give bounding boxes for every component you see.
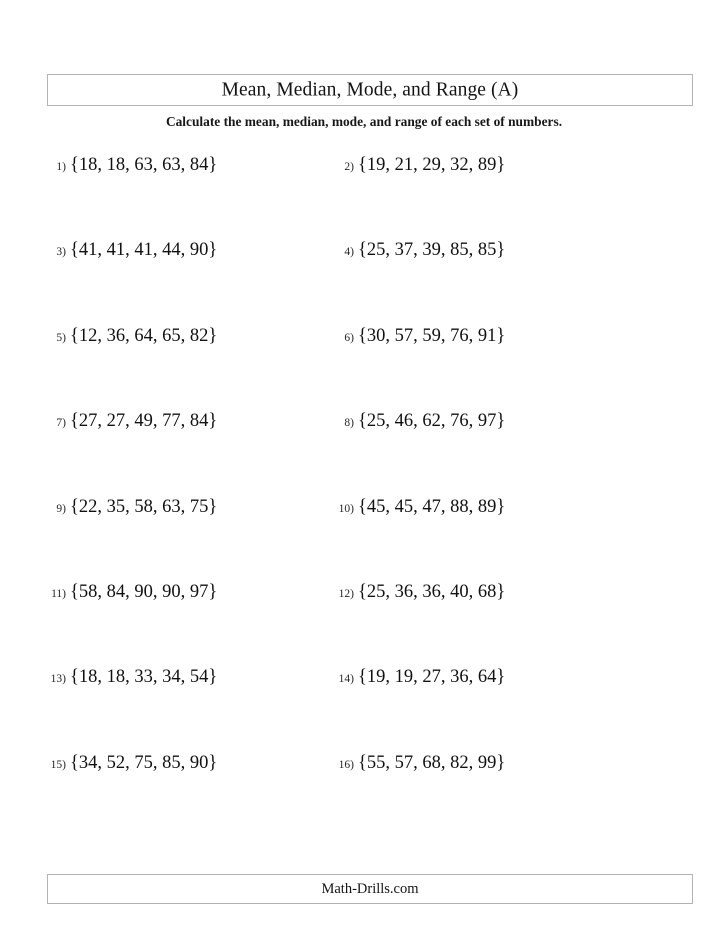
problem-item — [332, 668, 505, 687]
problem-row — [0, 498, 728, 583]
problem-number: 16) — [338, 758, 354, 771]
problem-item — [44, 498, 217, 517]
problem-number: 1) — [56, 161, 66, 173]
problem-number: 14) — [338, 673, 354, 686]
problem-number-set: {12, 36, 64, 65, 82} — [70, 325, 218, 346]
problem-item — [44, 156, 217, 175]
problem-item — [44, 754, 217, 773]
problem-number: 7) — [56, 417, 66, 430]
problem-number-set: {22, 35, 58, 63, 75} — [70, 496, 218, 517]
problem-item — [332, 156, 505, 175]
problem-item — [332, 754, 505, 773]
problem-number: 15) — [50, 758, 66, 771]
problem-list — [0, 156, 728, 839]
problem-number: 4) — [344, 246, 354, 259]
problem-item — [44, 583, 217, 602]
problem-number: 13) — [50, 673, 66, 686]
problem-number: 5) — [56, 331, 66, 344]
problem-number-set: {30, 57, 59, 76, 91} — [358, 325, 506, 346]
problem-number-set: {58, 84, 90, 90, 97} — [70, 581, 218, 602]
problem-number-set: {27, 27, 49, 77, 84} — [70, 411, 218, 432]
problem-item — [332, 498, 505, 517]
problem-number: 3) — [56, 246, 66, 259]
problem-number-set: {25, 37, 39, 85, 85} — [358, 240, 506, 261]
problem-number: 11) — [51, 587, 66, 600]
problem-item — [44, 668, 217, 687]
problem-number-set: {25, 46, 62, 76, 97} — [358, 411, 506, 432]
problem-item — [332, 412, 505, 431]
problem-number-set: {41, 41, 41, 44, 90} — [70, 240, 218, 261]
footer-box — [47, 874, 693, 904]
problem-row — [0, 156, 728, 241]
problem-row — [0, 327, 728, 412]
problem-number-set: {18, 18, 63, 63, 84} — [70, 155, 218, 175]
instructions-text: Calculate the mean, median, mode, and range of each set of numbers. — [165, 114, 563, 129]
problem-number-set: {25, 36, 36, 40, 68} — [358, 581, 506, 602]
problem-number: 10) — [338, 502, 354, 515]
problem-number-set: {55, 57, 68, 82, 99} — [358, 752, 506, 773]
problem-number: 6) — [344, 331, 354, 344]
problem-row — [0, 412, 728, 497]
problem-number: 2) — [344, 161, 354, 173]
problem-number-set: {19, 21, 29, 32, 89} — [358, 155, 506, 175]
problem-item — [44, 327, 217, 346]
problem-number: 8) — [344, 417, 354, 430]
problem-item — [332, 583, 505, 602]
title-box — [47, 74, 693, 106]
problem-number-set: {34, 52, 75, 85, 90} — [70, 752, 218, 773]
problem-item — [332, 241, 505, 260]
problem-row — [0, 754, 728, 839]
problem-item — [332, 327, 505, 346]
problem-number: 9) — [56, 502, 66, 515]
problem-item — [44, 412, 217, 431]
footer-attribution: Math-Drills.com — [321, 880, 419, 897]
problem-item — [44, 241, 217, 260]
problem-number: 12) — [338, 587, 354, 600]
problem-row — [0, 668, 728, 753]
problem-row — [0, 583, 728, 668]
problem-number-set: {19, 19, 27, 36, 64} — [358, 667, 506, 688]
problem-number-set: {18, 18, 33, 34, 54} — [70, 667, 218, 688]
problem-row — [0, 241, 728, 326]
page-title: Mean, Median, Mode, and Range (A) — [221, 79, 519, 101]
problem-number-set: {45, 45, 47, 88, 89} — [358, 496, 506, 517]
